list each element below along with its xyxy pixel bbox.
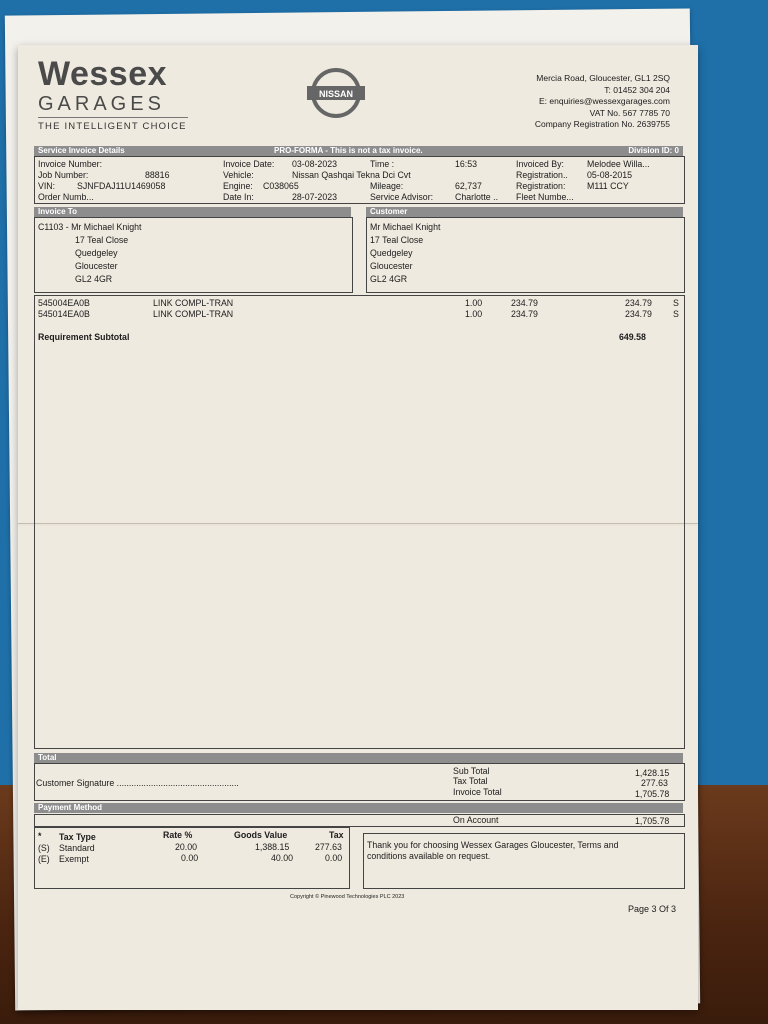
- tax-row-rate: 0.00: [181, 853, 199, 863]
- invoice-total-label: Invoice Total: [453, 787, 502, 797]
- thank-you-line: conditions available on request.: [367, 851, 491, 861]
- item-vat-flag: S: [673, 309, 679, 319]
- customer-line: Mr Michael Knight: [370, 222, 441, 232]
- page-number: Page 3 Of 3: [628, 904, 677, 914]
- vin-value: SJNFDAJ11U1469058: [77, 181, 166, 191]
- line-items-box: [34, 295, 685, 749]
- item-description: LINK COMPL-TRAN: [153, 298, 234, 308]
- address-line: VAT No. 567 7785 70: [589, 107, 670, 118]
- logo-tagline: THE INTELLIGENT CHOICE: [38, 121, 187, 132]
- service-details-bar: [34, 146, 683, 156]
- customer-title: Customer: [370, 207, 408, 216]
- address-line: Company Registration No. 2639755: [534, 119, 670, 129]
- thank-you-box: [363, 833, 685, 889]
- item-vat-flag: S: [673, 298, 679, 308]
- address-line: T: 01452 304 204: [604, 84, 670, 95]
- address-line: Mercia Road, Gloucester, GL1 2SQ: [536, 73, 670, 83]
- order-number-label: Order Numb...: [38, 192, 94, 202]
- tax-row-rate: 20.00: [175, 842, 198, 852]
- invoice-number-label: Invoice Number:: [38, 159, 103, 169]
- service-advisor-value: Charlotte ..: [455, 192, 499, 202]
- item-quantity: 1.00: [465, 309, 483, 319]
- service-details-title: Service Invoice Details: [38, 146, 125, 155]
- invoice-to-line: C1103 - Mr Michael Knight: [38, 222, 142, 232]
- address-line: E: enquiries@wessexgarages.com: [539, 96, 670, 106]
- tax-row-goods: 40.00: [271, 853, 294, 863]
- total-box: [34, 763, 685, 801]
- invoice-to-title: Invoice To: [38, 207, 77, 216]
- registration-date-value: 05-08-2015: [587, 170, 632, 180]
- customer-bar: [366, 207, 683, 217]
- tax-header-star: *: [38, 831, 42, 841]
- invoice-total-value: 1,705.78: [635, 789, 670, 799]
- requirement-subtotal-label: Requirement Subtotal: [38, 332, 130, 342]
- service-advisor-label: Service Advisor:: [370, 192, 434, 202]
- tax-row-tax: 277.63: [315, 842, 342, 852]
- tax-header-goods: Goods Value: [234, 830, 288, 840]
- company-address: [535, 73, 670, 131]
- requirement-subtotal-value: 649.58: [619, 332, 646, 342]
- customer-line: Quedgeley: [370, 248, 413, 258]
- tax-header-tax: Tax: [329, 830, 344, 840]
- tax-row-type: Exempt: [59, 854, 89, 864]
- item-quantity: 1.00: [465, 298, 483, 308]
- logo-divider: [38, 117, 188, 118]
- on-account-value: 1,705.78: [635, 816, 670, 826]
- job-number-label: Job Number:: [38, 170, 89, 180]
- invoiced-by-value: Melodee Willa...: [587, 159, 650, 169]
- item-total: 234.79: [625, 298, 652, 308]
- tax-row-type: Standard: [59, 843, 95, 853]
- job-number-value: 88816: [145, 170, 170, 180]
- registration-date-label: Registration..: [516, 170, 568, 180]
- invoice-date-label: Invoice Date:: [223, 159, 275, 169]
- registration-value: M111 CCY: [587, 181, 629, 191]
- customer-line: GL2 4GR: [370, 274, 408, 284]
- item-code: 545014EA0B: [38, 309, 90, 319]
- customer-signature-line: Customer Signature ..................................................: [36, 778, 239, 788]
- invoiced-by-label: Invoiced By:: [516, 159, 564, 169]
- time-value: 16:53: [455, 159, 478, 169]
- invoice-to-bar: [34, 207, 351, 217]
- customer-line: Gloucester: [370, 261, 413, 271]
- item-unit-price: 234.79: [511, 298, 538, 308]
- item-unit-price: 234.79: [511, 309, 538, 319]
- date-in-value: 28-07-2023: [292, 192, 337, 202]
- invoice-to-box: [34, 217, 353, 293]
- invoice-date-value: 03-08-2023: [292, 159, 337, 169]
- proforma-notice: PRO-FORMA - This is not a tax invoice.: [274, 146, 423, 155]
- registration-label: Registration:: [516, 181, 566, 191]
- details-box: [34, 156, 685, 204]
- payment-method-title: Payment Method: [38, 803, 103, 812]
- mileage-label: Mileage:: [370, 181, 404, 191]
- vehicle-label: Vehicle:: [223, 170, 254, 180]
- tax-total-label: Tax Total: [453, 776, 488, 786]
- tax-total-value: 277.63: [641, 778, 668, 788]
- nissan-logo-icon: [305, 67, 367, 119]
- nissan-logo-text: NISSAN: [318, 89, 354, 99]
- division-id: Division ID: 0: [628, 146, 679, 155]
- sub-total-label: Sub Total: [453, 766, 490, 776]
- thank-you-line: Thank you for choosing Wessex Garages Gloucester, Terms and: [367, 840, 619, 850]
- vin-label: VIN:: [38, 181, 56, 191]
- tax-breakdown-box: [34, 827, 350, 889]
- on-account-label: On Account: [453, 815, 499, 825]
- engine-label: Engine:: [223, 181, 253, 191]
- invoice-to-line: Gloucester: [75, 261, 118, 271]
- item-description: LINK COMPL-TRAN: [153, 309, 234, 319]
- logo-garages: GARAGES: [38, 93, 165, 115]
- invoice-to-line: GL2 4GR: [75, 274, 113, 284]
- item-total: 234.79: [625, 309, 652, 319]
- tax-header-type: Tax Type: [59, 832, 96, 842]
- tax-row-code: (S): [38, 843, 50, 853]
- time-label: Time :: [370, 159, 395, 169]
- payment-method-bar: [34, 803, 683, 813]
- fleet-number-label: Fleet Numbe...: [516, 192, 574, 202]
- tax-header-rate: Rate %: [163, 830, 193, 840]
- invoice-sheet: [18, 45, 698, 1010]
- sub-total-value: 1,428.15: [635, 768, 670, 778]
- vehicle-value: Nissan Qashqai Tekna Dci Cvt: [292, 170, 411, 180]
- tax-row-tax: 0.00: [325, 853, 343, 863]
- logo-wessex: Wessex: [38, 55, 168, 93]
- engine-value: C038065: [263, 181, 299, 191]
- total-bar: [34, 753, 683, 763]
- date-in-label: Date In:: [223, 192, 254, 202]
- copyright-notice: Copyright © Pinewood Technologies PLC 2023: [290, 894, 405, 900]
- item-code: 545004EA0B: [38, 298, 90, 308]
- on-account-box: [34, 814, 685, 827]
- invoice-to-line: Quedgeley: [75, 248, 118, 258]
- customer-box: [366, 217, 685, 293]
- total-title: Total: [38, 753, 57, 762]
- tax-row-goods: 1,388.15: [255, 842, 290, 852]
- invoice-to-line: 17 Teal Close: [75, 235, 129, 245]
- mileage-value: 62,737: [455, 181, 482, 191]
- customer-line: 17 Teal Close: [370, 235, 424, 245]
- tax-row-code: (E): [38, 854, 50, 864]
